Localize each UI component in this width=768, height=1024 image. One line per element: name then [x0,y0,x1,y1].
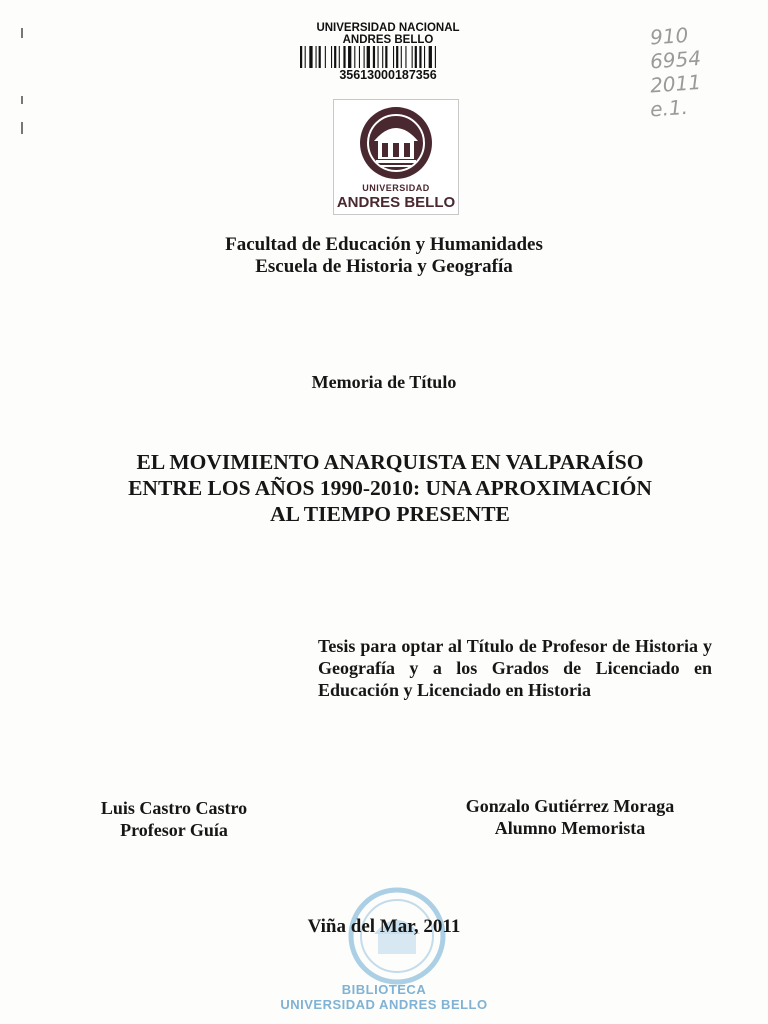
thesis-title [60,449,720,527]
barcode-bar [424,46,425,68]
barcode-bar [325,46,326,68]
school-name: Escuela de Historia y Geografía [255,256,513,277]
barcode-number: 35613000187356 [339,68,437,82]
barcode-bar [305,46,306,68]
scan-mark [21,122,23,134]
institution-header [0,234,768,278]
barcode-bar [435,46,436,68]
barcode-bar [393,46,394,68]
barcode-bar [319,46,321,68]
advisor-role: Profesor Guía [120,820,228,840]
barcode-bar [401,46,402,68]
title-line: EL MOVIMIENTO ANARQUISTA EN VALPARAÍSO [136,450,644,474]
barcode-bar [309,46,312,68]
barcode-bar [382,46,383,68]
handwritten-note: e.1. [649,94,689,122]
student-name: Gonzalo Gutiérrez Moraga [465,796,675,816]
stamp-line: UNIVERSIDAD ANDRES BELLO [280,997,488,1012]
student-role: Alumno Memorista [494,818,646,838]
handwritten-note: 6954 [649,45,702,74]
barcode-bar [348,46,351,68]
barcode-label-line2: ANDRES BELLO [342,34,434,46]
barcode-bar [331,46,332,68]
student-block [450,795,690,839]
handwritten-note: 2011 [649,69,702,98]
barcode-bar [385,46,387,68]
logo-big-text: ANDRES BELLO [336,194,456,211]
barcode-bar [415,46,417,68]
barcode-label-line1: UNIVERSIDAD NACIONAL [316,22,460,34]
scan-mark [21,28,23,38]
stamp-line: BIBLIOTECA [341,982,427,997]
barcode-bar [359,46,360,68]
barcode-bar [316,46,317,68]
barcode-bar [354,46,355,68]
barcode-bar [396,46,398,68]
barcode-bar [373,46,375,68]
barcode-bar [343,46,345,68]
place-date: Viña del Mar, 2011 [307,916,461,937]
barcode-bar [300,46,302,68]
advisor-block [72,797,276,841]
scan-mark [21,96,23,104]
barcode-bar [412,46,413,68]
faculty-name: Facultad de Educación y Humanidades [225,234,543,255]
university-emblem-icon [356,103,436,183]
barcode-label [290,22,486,88]
barcode-bar [367,46,370,68]
document-type: Memoria de Título [311,372,457,392]
logo-small-text: UNIVERSIDAD [362,183,430,193]
advisor-name: Luis Castro Castro [100,798,248,818]
barcode-bar [419,46,421,68]
barcode-bar [339,46,340,68]
title-line: AL TIEMPO PRESENTE [270,502,510,526]
handwritten-note: 910 [649,22,690,50]
handwritten-notes [649,22,750,122]
barcode-bar [429,46,432,68]
library-stamp-text [0,982,768,1012]
barcode-bar [405,46,406,68]
barcode-bars [298,46,478,68]
thesis-statement: Tesis para optar al Título de Profesor de Historia y Geografía y a los Grados de Licenciado en Educación y Licenciado en Historia [318,636,712,700]
title-line: ENTRE LOS AÑOS 1990-2010: UNA APROXIMACIÓN [128,476,652,500]
barcode-bar [378,46,379,68]
university-logo [333,99,459,215]
barcode-bar [364,46,365,68]
barcode-bar [334,46,336,68]
